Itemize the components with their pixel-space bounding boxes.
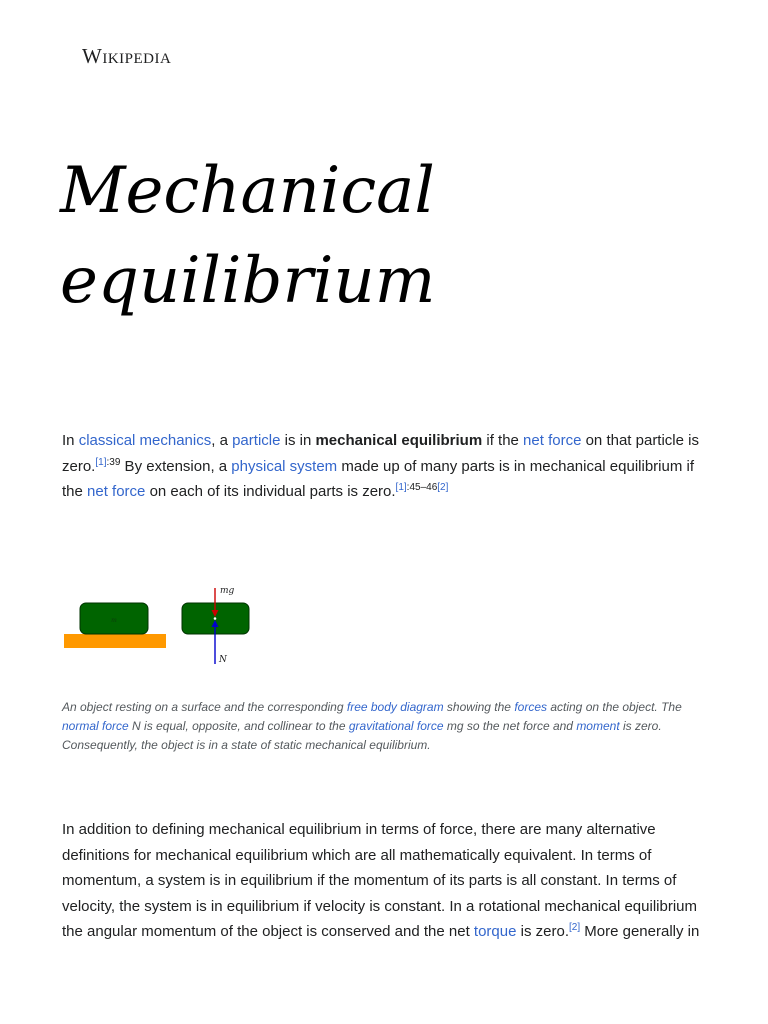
link-classical-mechanics[interactable]: classical mechanics bbox=[78, 432, 212, 449]
text: In addition to defining mechanical equilibrium in terms of force, there are many alternative definitions for mechanical equilibrium which are all mathematically equivalent. In terms of momentum, a system is in equilibrium if the momentum of its parts is all constant. In terms of velocity, the system is in equilibrium if velocity is constant. In a rotational mechanical equilibrium the angular momentum of the object is conserved and the net bbox=[62, 821, 697, 940]
free-body-diagram-figure[interactable] bbox=[60, 580, 260, 670]
citation-pages: :45–46 bbox=[406, 482, 438, 493]
text: is in bbox=[280, 432, 316, 449]
wikipedia-wordmark[interactable]: Wikipedia bbox=[82, 44, 172, 68]
page-title bbox=[60, 146, 700, 326]
link-torque[interactable]: torque bbox=[473, 923, 517, 940]
link-forces[interactable]: forces bbox=[514, 700, 547, 714]
text: on that particle is zero. bbox=[62, 432, 699, 475]
citation bbox=[569, 922, 580, 933]
link-normal-force[interactable]: normal force bbox=[62, 719, 129, 733]
bold-term: mechanical equilibrium bbox=[315, 432, 483, 449]
citation-link-1[interactable]: [1] bbox=[95, 456, 107, 468]
label-n: N bbox=[219, 655, 227, 665]
text: In bbox=[62, 432, 79, 449]
link-free-body-diagram[interactable]: free body diagram bbox=[346, 700, 444, 714]
text: N is equal, opposite, and collinear to the bbox=[128, 719, 349, 733]
text: showing the bbox=[443, 700, 515, 714]
center-point bbox=[214, 617, 217, 620]
text: mg so the net force and bbox=[443, 719, 577, 733]
mass-label: m bbox=[111, 617, 117, 624]
title-line-1: Mechanical bbox=[60, 154, 435, 228]
text: on each of its individual parts is zero. bbox=[145, 483, 396, 500]
text: is zero. bbox=[516, 923, 569, 940]
citation bbox=[396, 482, 449, 493]
text: if the bbox=[482, 432, 524, 449]
link-physical-system[interactable]: physical system bbox=[231, 457, 338, 475]
link-net-force[interactable]: net force bbox=[523, 432, 582, 449]
citation-link-2[interactable]: [2] bbox=[437, 482, 449, 493]
link-moment[interactable]: moment bbox=[576, 719, 620, 733]
link-particle[interactable]: particle bbox=[232, 432, 281, 449]
text: More generally in bbox=[580, 923, 700, 940]
link-net-force-2[interactable]: net force bbox=[87, 483, 146, 500]
citation-link-1b[interactable]: [1] bbox=[395, 482, 407, 493]
text: is zero. Consequently, the object is in a state of static mechanical equilibrium. bbox=[62, 719, 662, 752]
definitions-paragraph bbox=[62, 817, 710, 945]
text: By extension, a bbox=[120, 457, 232, 475]
citation-pages: :39 bbox=[106, 456, 121, 468]
text: An object resting on a surface and the corresponding bbox=[62, 700, 347, 714]
label-mg: mg bbox=[220, 586, 235, 596]
surface bbox=[64, 634, 166, 648]
figure-caption bbox=[62, 698, 702, 755]
text: acting on the object. The bbox=[547, 700, 682, 714]
citation bbox=[95, 457, 120, 468]
link-gravitational-force[interactable]: gravitational force bbox=[348, 719, 444, 733]
intro-paragraph bbox=[62, 428, 710, 505]
citation-link-2b[interactable]: [2] bbox=[568, 922, 581, 933]
text: made up of many parts is in mechanical equilibrium if the bbox=[62, 457, 695, 500]
text: , a bbox=[211, 432, 233, 449]
title-line-2: equilibrium bbox=[60, 244, 436, 318]
